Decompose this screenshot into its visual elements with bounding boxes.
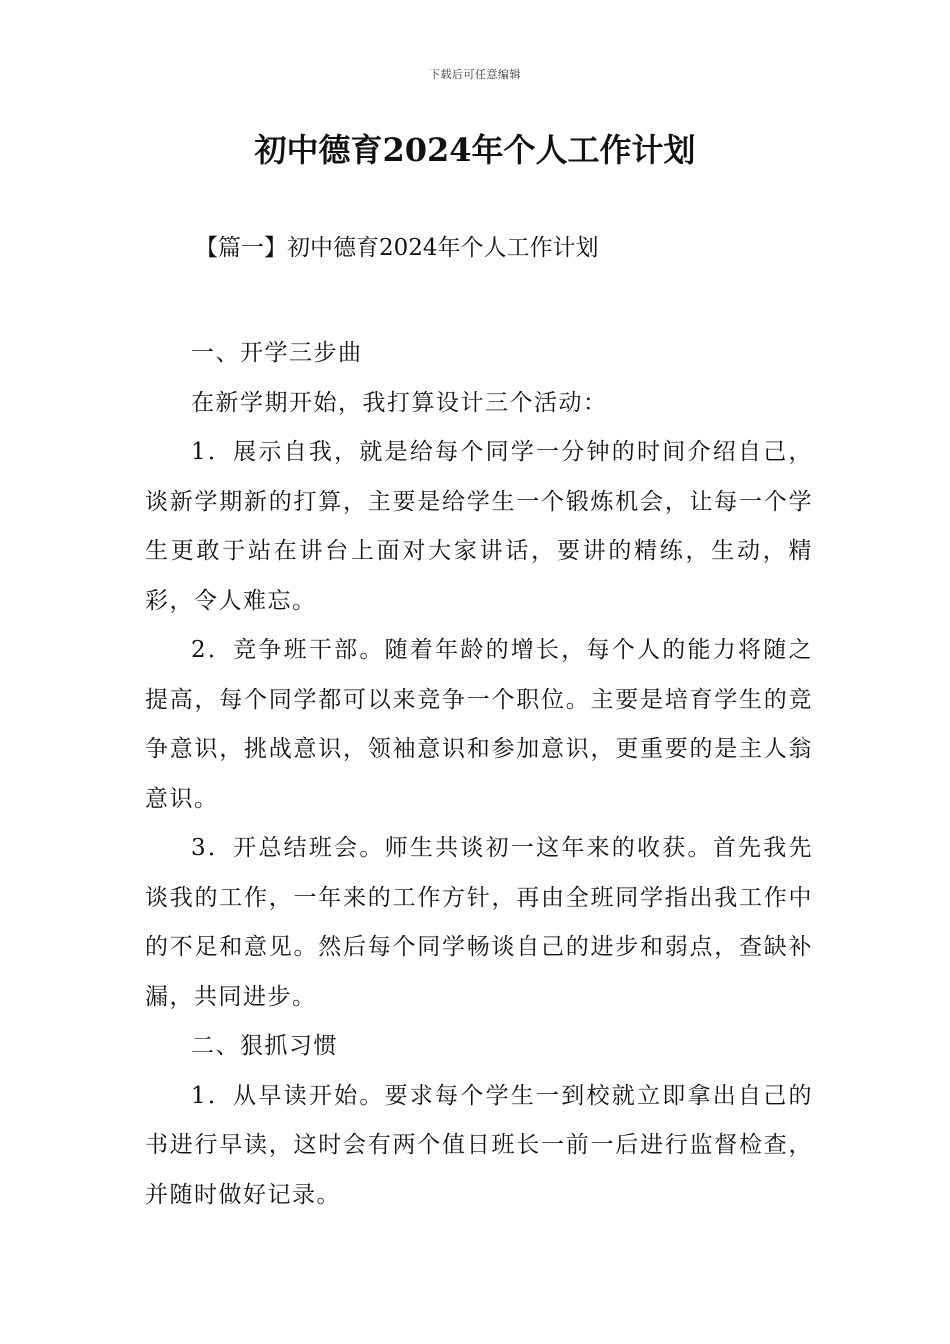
paragraph: 在新学期开始，我打算设计三个活动： [191,389,608,416]
section-heading: 二、狠抓习惯 [191,1033,338,1059]
paragraph: 2．竞争班干部。随着年龄的增长，每个人的能力将随之提高，每个同学都可以来竞争一个职位。主要是培育学生的竞争意识，挑战意识，领袖意识和参加意识，更重要的是主人翁意识。 [145,637,813,812]
section-heading: 一、开学三步曲 [191,340,363,366]
document-subtitle: 【篇一】初中德育2024年个人工作计划 [195,235,599,261]
header-note: 下载后可任意编辑 [429,68,521,81]
paragraph: 1．展示自我，就是给每个同学一分钟的时间介绍自己，谈新学期新的打算，主要是给学生一个锻炼机会，让每一个学生更敢于站在讲台上面对大家讲话，要讲的精练，生动，精彩，令人难忘。 [145,439,813,614]
document-body [145,329,813,1220]
paragraph: 1．从早读开始。要求每个学生一到校就立即拿出自己的书进行早读，这时会有两个值日班长一前一后进行监督检查，并随时做好记录。 [145,1082,813,1208]
document-title: 初中德育2024年个人工作计划 [254,131,696,169]
paragraph: 3．开总结班会。师生共谈初一这年来的收获。首先我先谈我的工作，一年来的工作方针，再由全班同学指出我工作中的不足和意见。然后每个同学畅谈自己的进步和弱点，查缺补漏，共同进步。 [145,835,813,1010]
